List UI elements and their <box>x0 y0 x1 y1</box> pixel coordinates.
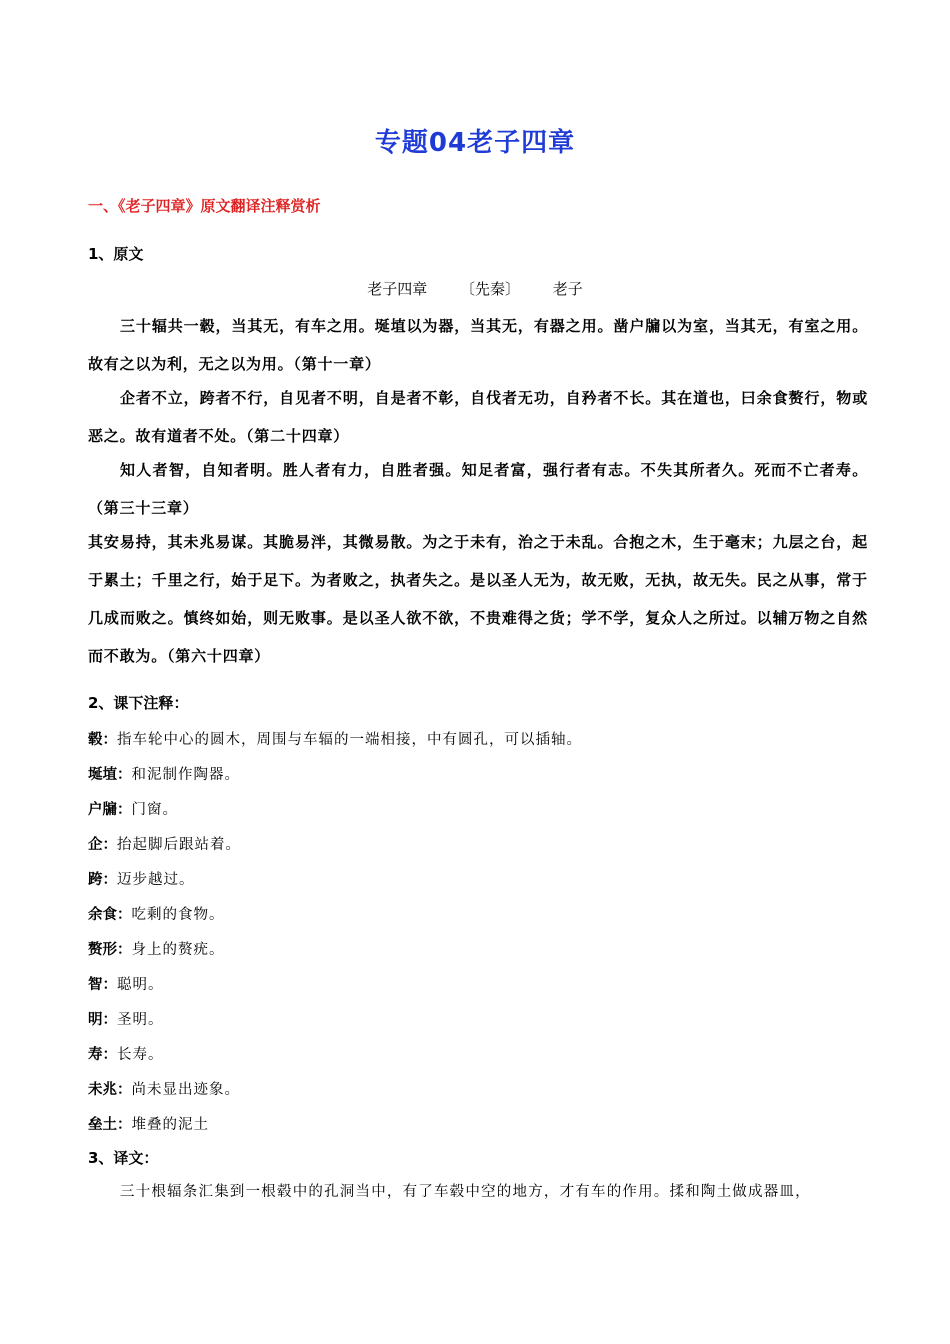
note-item: 余食：吃剩的食物。 <box>88 907 225 923</box>
paragraph-chapter-11: 三十辐共一毂，当其无，有车之用。埏埴以为器，当其无，有器之用。凿户牖以为室，当其无，有室之用。故有之以为利，无之以为用。（第十一章） <box>88 317 868 373</box>
note-item: 毂：指车轮中心的圆木，周围与车辐的一端相接，中有圆孔，可以插轴。 <box>88 732 582 748</box>
paragraph-chapter-64: 其安易持，其未兆易谋。其脆易泮，其微易散。为之于未有，治之于未乱。合抱之木，生于毫末；九层之台，起于累土；千里之行，始于足下。为者败之，执者失之。是以圣人无为，故无败，无执，故无失。民之从事，常于几成而败之。慎终如始，则无败事。是以圣人欲不欲，不贵难得之货；学不学，复众人之所过。以辅万物之自然而不敢为。（第六十四章） <box>88 533 868 665</box>
note-item: 未兆：尚未显出迹象。 <box>88 1082 240 1098</box>
poem-author: 老子 <box>552 280 583 298</box>
note-item: 寿：长寿。 <box>88 1047 164 1063</box>
poem-dynasty: 〔先秦〕 <box>459 280 520 298</box>
section-heading-1: 一、《老子四章》原文翻译注释赏析 <box>88 197 321 215</box>
note-item: 垒土：堆叠的泥土 <box>88 1117 209 1133</box>
note-item: 明：圣明。 <box>88 1012 164 1028</box>
note-item: 户牖：门窗。 <box>88 802 178 818</box>
note-item: 跨：迈步越过。 <box>88 872 195 888</box>
note-item: 智：聪明。 <box>88 977 164 993</box>
subheading-original-text: 1、原文 <box>88 245 144 263</box>
paragraph-chapter-33: 知人者智，自知者明。胜人者有力，自胜者强。知足者富，强行者有志。不失其所者久。死而不亡者寿。（第三十三章） <box>88 461 868 517</box>
paragraph-chapter-24: 企者不立，跨者不行，自见者不明，自是者不彰，自伐者无功，自矜者不长。其在道也，曰余食赘行，物或恶之。故有道者不处。（第二十四章） <box>88 389 868 445</box>
poem-header <box>0 278 950 299</box>
note-item: 企：抬起脚后跟站着。 <box>88 837 241 853</box>
poem-title: 老子四章 <box>367 280 428 298</box>
subheading-translation: 3、译文： <box>88 1149 159 1167</box>
subheading-notes: 2、课下注释： <box>88 694 189 712</box>
translation-paragraph: 三十根辐条汇集到一根毂中的孔洞当中，有了车毂中空的地方，才有车的作用。揉和陶土做成器皿， <box>120 1184 811 1200</box>
note-item: 赘形：身上的赘疣。 <box>88 942 225 958</box>
page-title: 专题04老子四章 <box>374 128 576 158</box>
note-item: 埏埴：和泥制作陶器。 <box>88 767 240 783</box>
